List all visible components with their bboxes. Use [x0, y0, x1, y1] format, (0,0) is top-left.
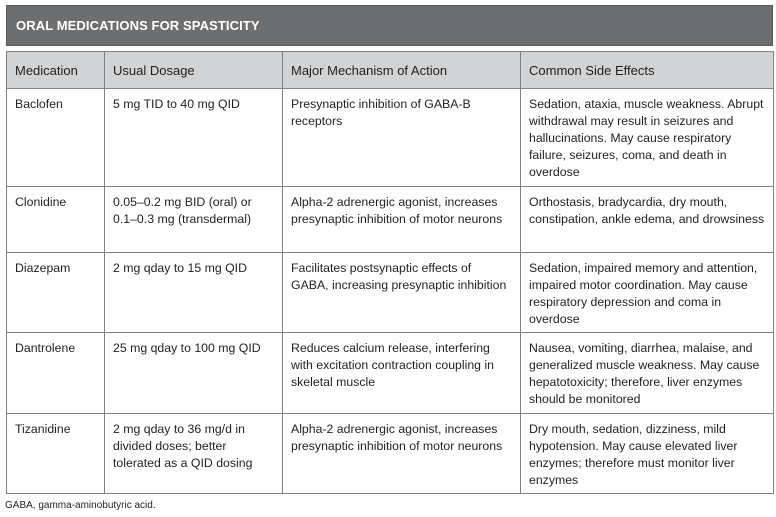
table-title-bar [6, 5, 773, 46]
cell-dosage: 0.05–0.2 mg BID (oral) or 0.1–0.3 mg (transdermal) [105, 187, 283, 253]
table-footnote: GABA, gamma-aminobutyric acid. [5, 500, 156, 511]
cell-medication: Baclofen [7, 89, 105, 187]
cell-dosage: 5 mg TID to 40 mg QID [105, 89, 283, 187]
table-row [7, 89, 774, 187]
table-row [7, 333, 774, 414]
table-row [7, 414, 774, 494]
cell-side-effects: Orthostasis, bradycardia, dry mouth, constipation, ankle edema, and drowsiness [521, 187, 774, 253]
table-row [7, 253, 774, 333]
cell-side-effects: Sedation, impaired memory and attention, impaired motor coordination. May cause respiratory depression and coma in overdose [521, 253, 774, 333]
cell-mechanism: Reduces calcium release, interfering with excitation contraction coupling in skeletal muscle [283, 333, 521, 414]
cell-medication: Clonidine [7, 187, 105, 253]
cell-dosage: 25 mg qday to 100 mg QID [105, 333, 283, 414]
cell-medication: Dantrolene [7, 333, 105, 414]
cell-dosage: 2 mg qday to 15 mg QID [105, 253, 283, 333]
cell-side-effects: Sedation, ataxia, muscle weakness. Abrupt withdrawal may result in seizures and hallucinations. May cause respiratory failure, seizures, coma, and death in overdose [521, 89, 774, 187]
cell-medication: Tizanidine [7, 414, 105, 494]
header-medication: Medication [7, 52, 105, 89]
cell-mechanism: Alpha-2 adrenergic agonist, increases presynaptic inhibition of motor neurons [283, 414, 521, 494]
cell-mechanism: Facilitates postsynaptic effects of GABA, increasing presynaptic inhibition [283, 253, 521, 333]
table-row [7, 187, 774, 253]
medications-table [6, 51, 774, 494]
table-header-row [7, 52, 774, 89]
cell-mechanism: Alpha-2 adrenergic agonist, increases presynaptic inhibition of motor neurons [283, 187, 521, 253]
cell-side-effects: Dry mouth, sedation, dizziness, mild hypotension. May cause elevated liver enzymes; therefore must monitor liver enzymes [521, 414, 774, 494]
header-usual-dosage: Usual Dosage [105, 52, 283, 89]
cell-dosage: 2 mg qday to 36 mg/d in divided doses; better tolerated as a QID dosing [105, 414, 283, 494]
table-title: ORAL MEDICATIONS FOR SPASTICITY [16, 18, 260, 33]
cell-mechanism: Presynaptic inhibition of GABA-B receptors [283, 89, 521, 187]
medications-table-container [6, 5, 773, 494]
cell-side-effects: Nausea, vomiting, diarrhea, malaise, and generalized muscle weakness. May cause hepatotoxicity; therefore, liver enzymes should be monitored [521, 333, 774, 414]
header-mechanism: Major Mechanism of Action [283, 52, 521, 89]
header-side-effects: Common Side Effects [521, 52, 774, 89]
cell-medication: Diazepam [7, 253, 105, 333]
